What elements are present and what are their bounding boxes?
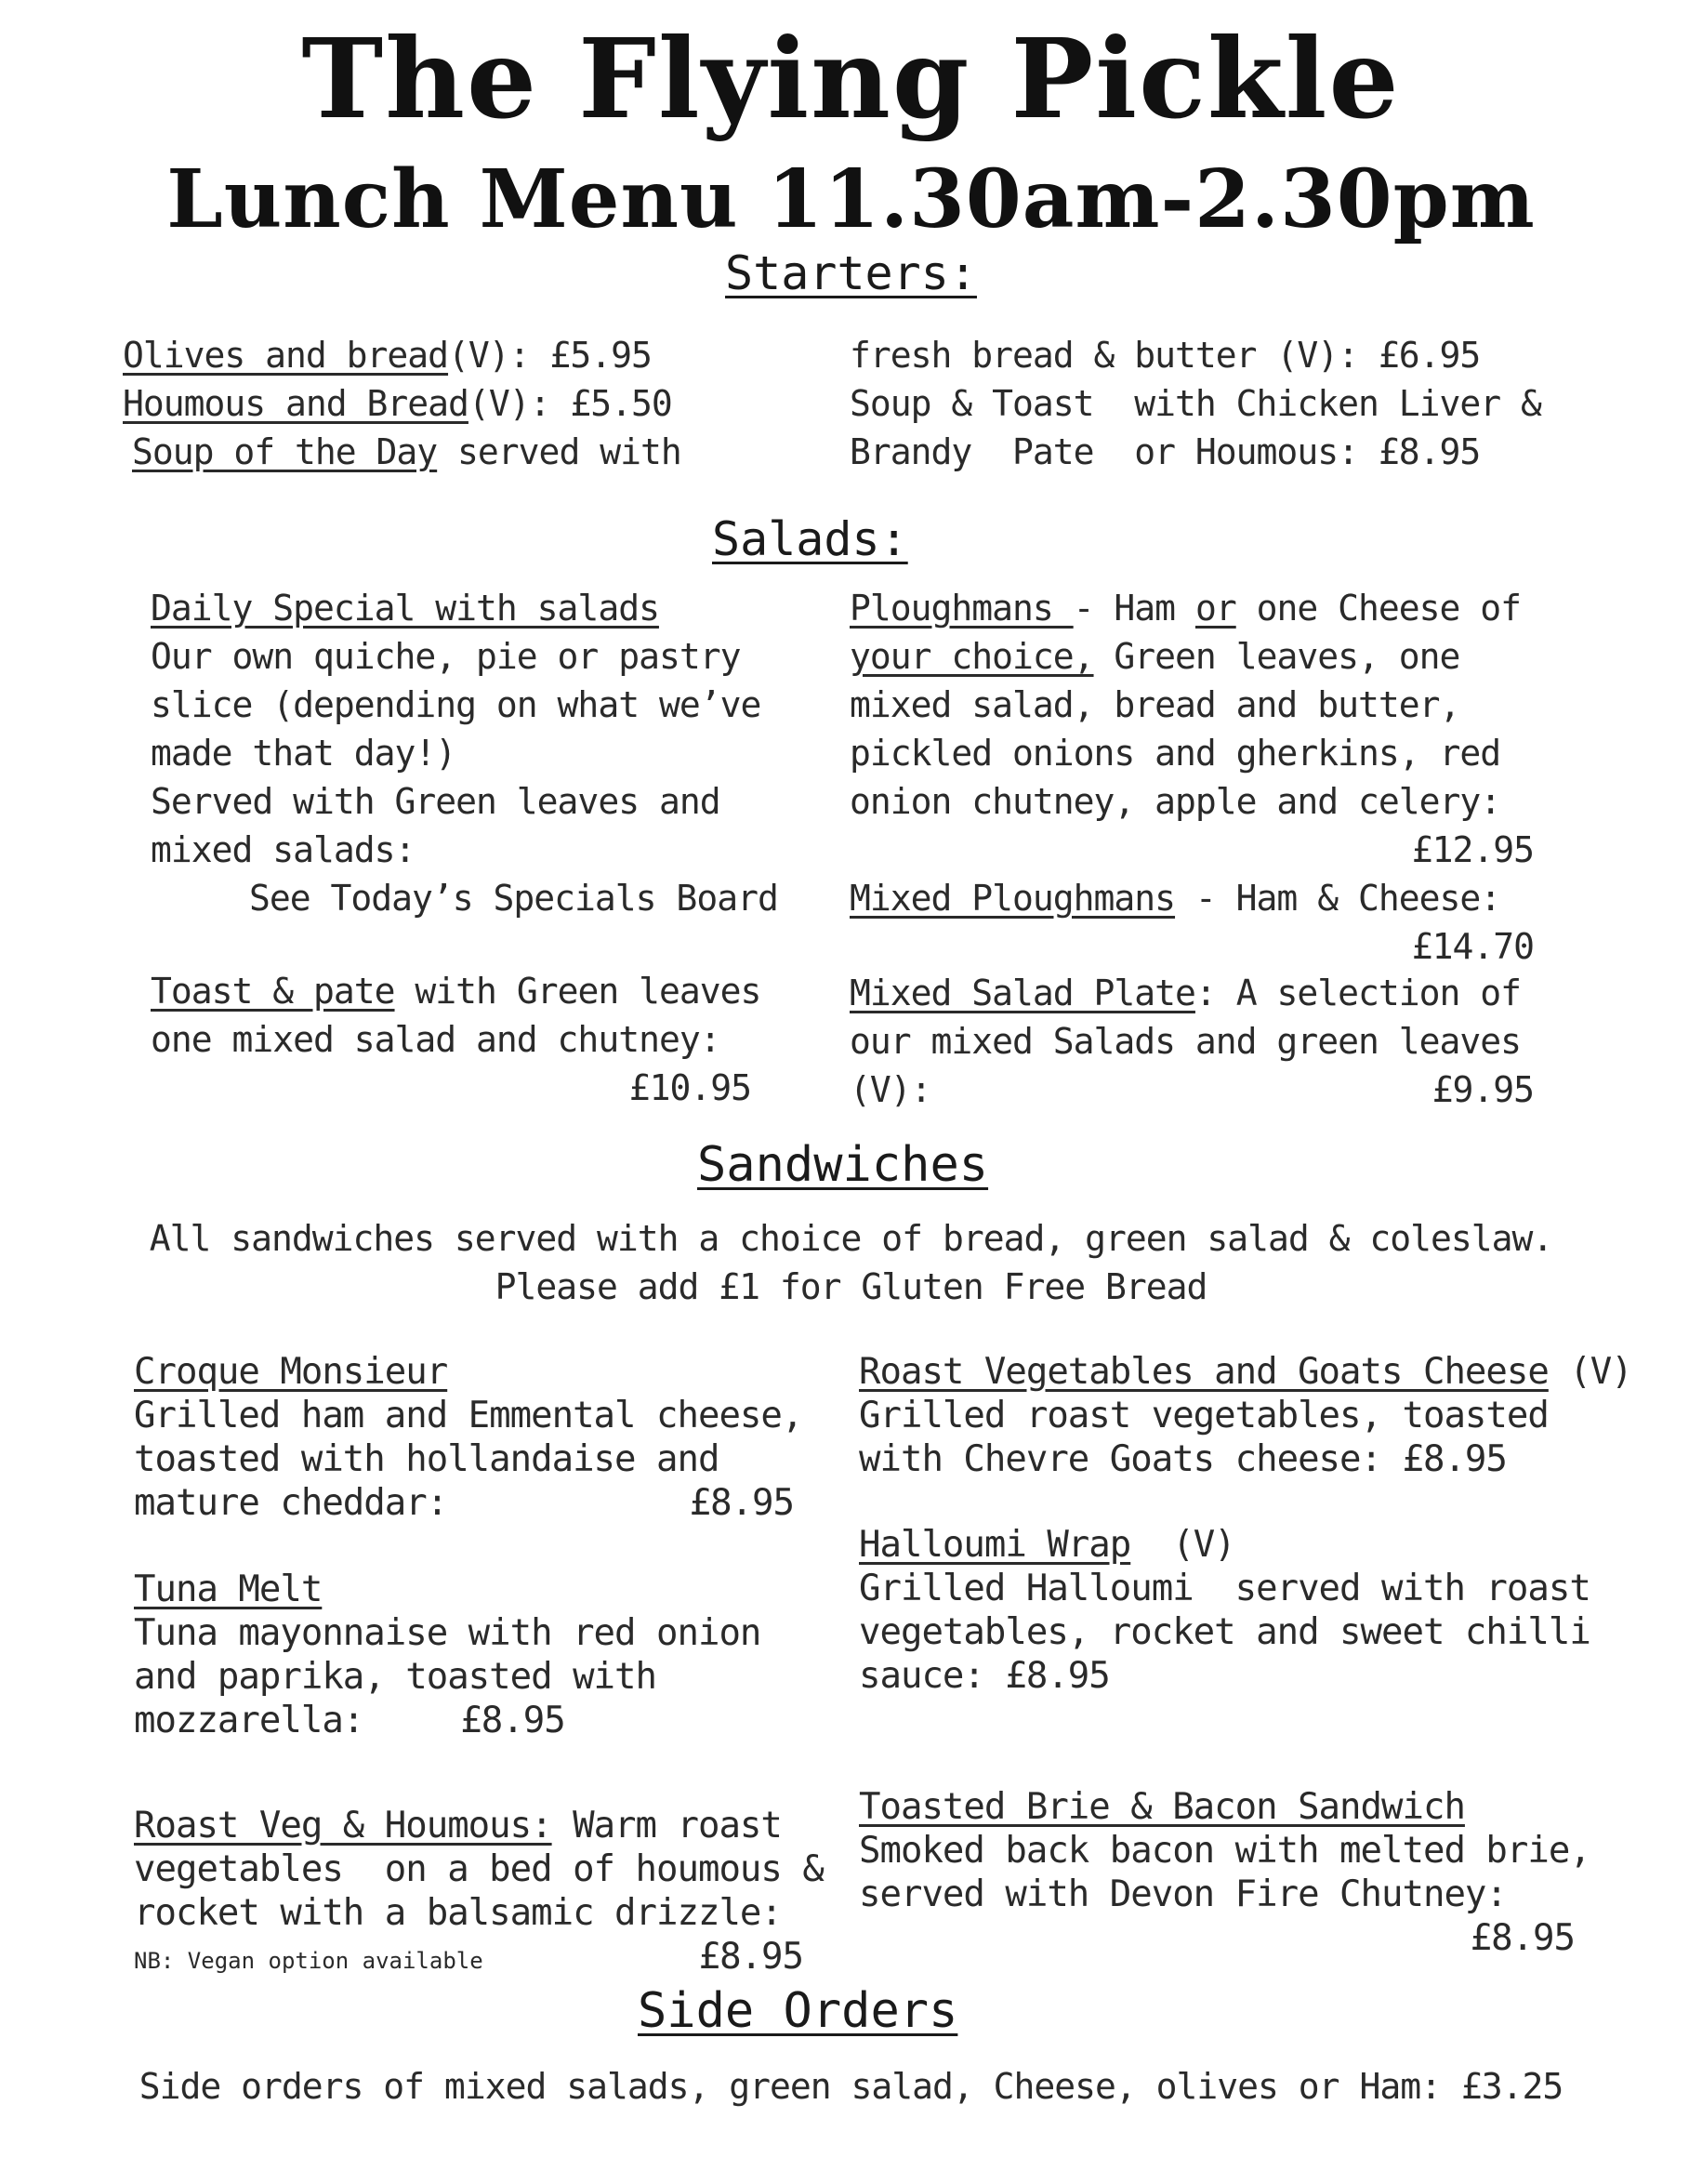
sandwich-name: Toasted Brie & Bacon Sandwich [859,1786,1465,1828]
sandwich-desc-line: Grilled Halloumi served with roast [859,1568,1590,1609]
salad-desc-line: one mixed salad and chutney: [151,1019,720,1060]
starter-soup [123,428,829,476]
starter-houmous [123,379,829,428]
starter-line: fresh bread & butter (V): £6.95 [850,335,1481,376]
starter-name: Soup of the Day [132,431,438,472]
starter-name: Houmous and Bread [123,383,468,424]
sandwich-desc-line: Smoked back bacon with melted brie, [859,1830,1590,1872]
salad-desc: or [1194,588,1236,629]
vegetarian-mark: (V) [1130,1524,1235,1566]
salad-desc: : A selection of [1194,973,1521,1013]
sandwich-desc-line: Tuna mayonnaise with red onion [134,1612,761,1654]
sandwich-desc-line: vegetables on a bed of houmous & [134,1848,824,1890]
starter-line: Soup & Toast with Chicken Liver & [850,383,1541,424]
salad-name: Toast & pate [151,971,395,1012]
salad-name: Mixed Salad Plate [850,973,1195,1013]
salad-mixed-ploughmans [850,874,1534,971]
salad-desc-line: mixed salad, bread and butter, [850,684,1460,725]
specials-board-note: See Today’s Specials Board [249,878,778,919]
side-orders-heading: Side Orders [638,1983,958,2039]
sandwich-price: £8.95 [689,1482,794,1524]
starter-detail: (V): £5.95 [448,335,652,376]
starters-right-column [850,331,1593,476]
sandwich-desc-line: Grilled roast vegetables, toasted [859,1395,1549,1436]
salad-price: £12.95 [1411,829,1534,870]
sandwich-desc: mature cheddar: [134,1482,448,1524]
salad-desc-line: mixed salads: [151,829,416,870]
sandwich-name: Croque Monsieur [134,1351,448,1393]
salad-price: £9.95 [1432,1069,1534,1110]
sandwich-name: Tuna Melt [134,1569,323,1610]
salad-desc: your choice, [850,636,1094,677]
salad-price: £14.70 [1411,926,1534,967]
sandwich-name: Roast Vegetables and Goats Cheese [859,1351,1549,1393]
salad-desc-line: onion chutney, apple and celery: [850,781,1501,822]
sandwich-desc-line: with Chevre Goats cheese: £8.95 [859,1438,1507,1480]
salad-ploughmans [850,584,1534,874]
salad-desc: with Green leaves [394,971,761,1012]
salad-name: Ploughmans [850,588,1074,629]
sandwich-roast-veg-houmous [134,1804,824,1983]
side-orders-text: Side orders of mixed salads, green salad, Cheese, olives or Ham: £3.25 [139,2066,1563,2107]
starter-detail: (V): £5.50 [468,383,672,424]
salad-desc: one Cheese of [1235,588,1522,629]
starters-heading: Starters: [725,246,977,300]
salad-name: Daily Special with salads [151,588,659,629]
sandwiches-intro: All sandwiches served with a choice of bread, green salad & coleslaw. [149,1218,1553,1259]
sandwich-desc-line: sauce: £8.95 [859,1655,1110,1697]
salad-mixed-plate [850,969,1534,1114]
salad-price: £10.95 [628,1067,751,1108]
sandwich-name: Roast Veg & Houmous: [134,1805,552,1846]
salad-desc: (V): [850,1069,931,1110]
sandwich-desc: mozzarella: [134,1700,364,1741]
salad-daily-special [151,584,778,922]
salad-name: Mixed Ploughmans [850,878,1176,919]
salad-desc-line: slice (depending on what we’ve [151,684,761,725]
restaurant-name: The Flying Pickle [301,14,1401,143]
sandwich-desc: Warm roast [551,1805,782,1846]
salad-desc: - Ham & Cheese: [1175,878,1501,919]
sandwich-price: £8.95 [698,1936,803,1978]
sandwich-desc-line: served with Devon Fire Chutney: [859,1873,1507,1915]
sandwich-desc-line: vegetables, rocket and sweet chilli [859,1611,1590,1653]
vegan-option-note: NB: Vegan option available [134,1948,483,1974]
sandwiches-heading: Sandwiches [697,1137,989,1193]
salad-desc-line: pickled onions and gherkins, red [850,733,1501,774]
sandwich-name: Halloumi Wrap [859,1524,1131,1566]
sandwich-brie-bacon [859,1785,1590,1960]
starter-name: Olives and bread [123,335,449,376]
sandwich-desc-line: Grilled ham and Emmental cheese, [134,1395,803,1436]
starter-detail: served with [437,431,681,472]
sandwich-desc-line: rocket with a balsamic drizzle: [134,1892,782,1934]
sandwich-croque [134,1350,803,1525]
starter-line: Brandy Pate or Houmous: £8.95 [850,431,1481,472]
starter-olives [123,331,829,379]
salad-toast-pate [151,967,761,1112]
menu-title: Lunch Menu 11.30am-2.30pm [166,152,1536,246]
salads-heading: Salads: [712,512,908,566]
sandwich-price: £8.95 [460,1700,565,1741]
salad-desc-line: made that day!) [151,733,456,774]
salad-desc-line: our mixed Salads and green leaves [850,1021,1521,1062]
salad-desc-line: Our own quiche, pie or pastry [151,636,741,677]
sandwich-desc-line: toasted with hollandaise and [134,1438,719,1480]
sandwich-roast-veg-goats [859,1350,1632,1481]
salad-desc: - Ham [1073,588,1195,629]
vegetarian-mark: (V) [1548,1351,1632,1393]
sandwich-price: £8.95 [1470,1917,1575,1959]
gluten-free-note: Please add £1 for Gluten Free Bread [495,1266,1207,1307]
salad-desc: Green leaves, one [1093,636,1460,677]
sandwich-tuna [134,1568,794,1742]
salad-desc-line: Served with Green leaves and [151,781,720,822]
starters-left-column [123,331,829,476]
sandwich-halloumi [859,1523,1621,1698]
sandwich-desc-line: and paprika, toasted with [134,1656,656,1698]
